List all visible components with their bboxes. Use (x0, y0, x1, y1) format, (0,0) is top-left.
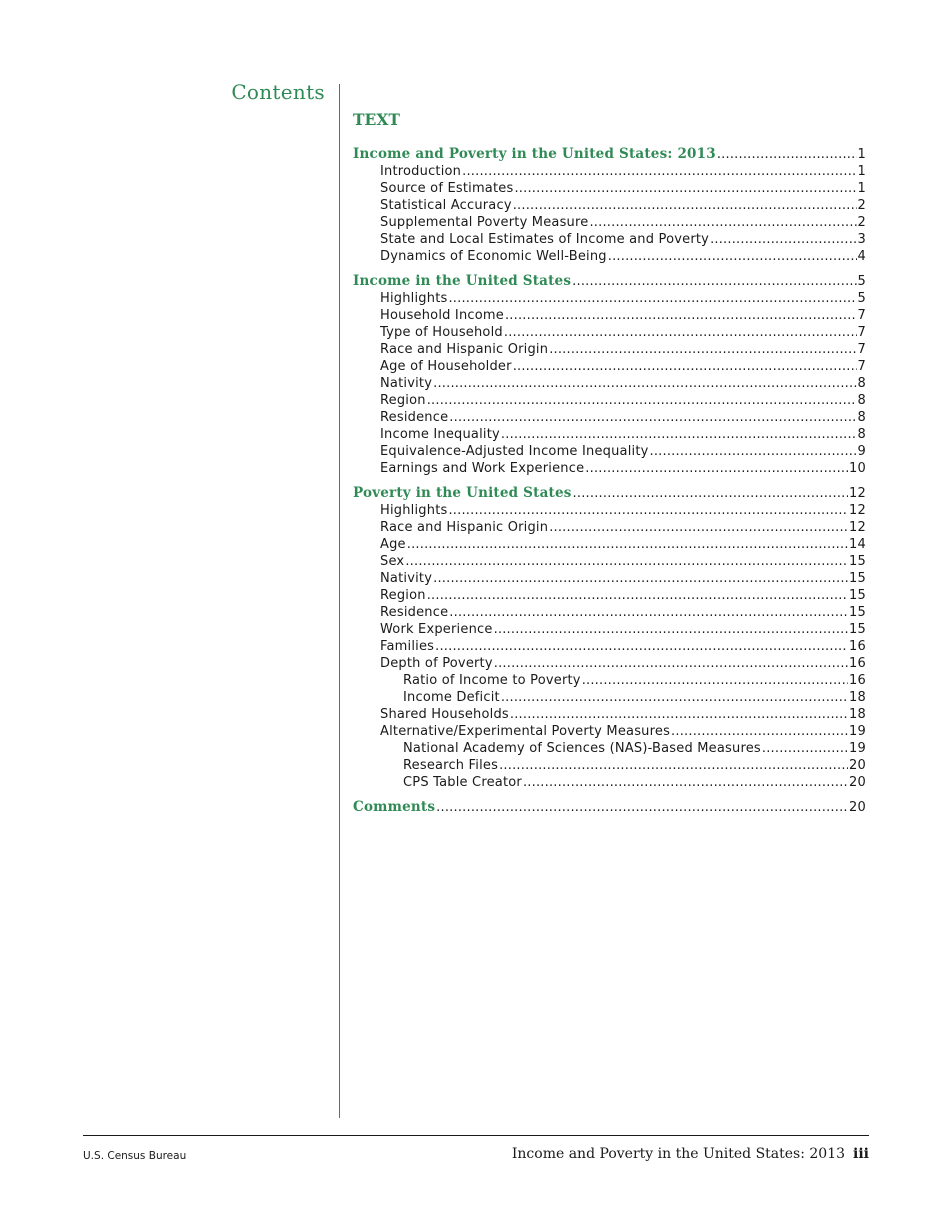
toc-entry[interactable] (353, 587, 866, 604)
toc-entry-page: 15 (849, 588, 866, 603)
toc-entry-page: 10 (849, 461, 866, 476)
toc-section (353, 485, 866, 791)
toc-entry[interactable] (353, 214, 866, 231)
toc-entry-label: Age (380, 537, 406, 552)
toc-entry[interactable] (353, 604, 866, 621)
dot-leader (514, 180, 856, 197)
toc-entry[interactable] (353, 740, 866, 757)
toc-entry-label: Nativity (380, 571, 433, 586)
dot-leader (671, 723, 848, 740)
toc-entry-label: Families (380, 639, 435, 654)
toc-entry[interactable] (353, 163, 866, 180)
toc-entry[interactable] (353, 341, 866, 358)
toc-entry-page: 3 (857, 232, 866, 247)
toc-entry-label: State and Local Estimates of Income and Poverty (380, 232, 710, 247)
toc-entry-label: Household Income (380, 308, 504, 323)
toc-section-heading-label: Income and Poverty in the United States: 2013 (353, 146, 716, 162)
contents-title: Contents (231, 80, 325, 104)
dot-leader (523, 774, 848, 791)
toc-entry-label: Race and Hispanic Origin (380, 342, 549, 357)
toc-section-heading-label: Income in the United States (353, 273, 572, 289)
toc-section-heading-page: 5 (857, 274, 866, 289)
dot-leader (494, 655, 848, 672)
toc-entry-label: Dynamics of Economic Well-Being (380, 249, 607, 264)
toc-entry-page: 8 (857, 427, 866, 442)
toc-entry[interactable] (353, 621, 866, 638)
toc-entry-label: Source of Estimates (380, 181, 514, 196)
toc-section (353, 146, 866, 265)
toc-entry-page: 14 (849, 537, 866, 552)
toc-entry[interactable] (353, 460, 866, 477)
toc-entry-label: Highlights (380, 503, 448, 518)
toc-entry[interactable] (353, 443, 866, 460)
dot-leader (549, 341, 856, 358)
dot-leader (499, 757, 848, 774)
dot-leader (717, 146, 857, 163)
toc-entry-page: 7 (857, 342, 866, 357)
toc-entry[interactable] (353, 655, 866, 672)
toc-entry-label: Supplemental Poverty Measure (380, 215, 589, 230)
toc-entry-page: 19 (849, 741, 866, 756)
toc-entry-label: Age of Householder (380, 359, 512, 374)
dot-leader (505, 307, 857, 324)
toc-entry-page: 9 (857, 444, 866, 459)
dot-leader (650, 443, 857, 460)
toc-entry-label: National Academy of Sciences (NAS)-Based Measures (403, 741, 761, 756)
toc-entry-label: Race and Hispanic Origin (380, 520, 549, 535)
toc-entry[interactable] (353, 519, 866, 536)
toc-section (353, 799, 866, 816)
toc-sections (353, 146, 866, 816)
dot-leader (427, 587, 848, 604)
toc-entry-page: 16 (849, 673, 866, 688)
toc-section-heading-page: 1 (857, 147, 866, 162)
dot-leader (582, 672, 848, 689)
toc-entry-page: 16 (849, 639, 866, 654)
dot-leader (435, 638, 848, 655)
toc-entry[interactable] (353, 426, 866, 443)
dot-leader (448, 290, 856, 307)
toc-entry-page: 12 (849, 520, 866, 535)
footer-agency: U.S. Census Bureau (83, 1150, 187, 1162)
toc-entry-page: 20 (849, 775, 866, 790)
toc-entry-label: Residence (380, 605, 449, 620)
toc-entry-label: Sex (380, 554, 405, 569)
toc-entry[interactable] (353, 672, 866, 689)
toc-entry[interactable] (353, 757, 866, 774)
toc-entry[interactable] (353, 774, 866, 791)
toc-entry-page: 15 (849, 605, 866, 620)
toc-entry-page: 18 (849, 707, 866, 722)
toc-entry-label: Income Deficit (403, 690, 500, 705)
footer-running-title (512, 1146, 869, 1162)
toc-entry-page: 19 (849, 724, 866, 739)
toc-heading: TEXT (353, 110, 400, 129)
dot-leader (510, 706, 848, 723)
toc-entry[interactable] (353, 536, 866, 553)
dot-leader (513, 197, 857, 214)
toc-entry-label: Equivalence-Adjusted Income Inequality (380, 444, 649, 459)
toc-entry-page: 1 (857, 164, 866, 179)
toc-section-heading-label: Poverty in the United States (353, 485, 572, 501)
toc-entry-page: 7 (857, 359, 866, 374)
toc-entry[interactable] (353, 307, 866, 324)
toc-entry-page: 4 (857, 249, 866, 264)
dot-leader (494, 621, 848, 638)
toc-section-heading-label: Comments (353, 799, 436, 815)
toc-section-heading[interactable] (353, 273, 866, 290)
dot-leader (436, 799, 848, 816)
dot-leader (608, 248, 857, 265)
toc-entry-page: 12 (849, 503, 866, 518)
toc-entry[interactable] (353, 392, 866, 409)
toc-entry[interactable] (353, 723, 866, 740)
dot-leader (504, 324, 857, 341)
toc-section-heading[interactable] (353, 146, 866, 163)
toc-section (353, 273, 866, 477)
toc-section-heading[interactable] (353, 799, 866, 816)
toc-entry[interactable] (353, 689, 866, 706)
toc-entry[interactable] (353, 197, 866, 214)
dot-leader (589, 214, 856, 231)
toc-entry[interactable] (353, 231, 866, 248)
toc-entry[interactable] (353, 290, 866, 307)
toc-entry-label: Work Experience (380, 622, 493, 637)
dot-leader (573, 485, 849, 502)
toc-entry-page: 7 (857, 308, 866, 323)
dot-leader (513, 358, 857, 375)
toc-section-heading-page: 12 (849, 486, 866, 501)
toc-entry-page: 20 (849, 758, 866, 773)
toc-entry-page: 15 (849, 571, 866, 586)
footer-page-number: iii (853, 1146, 869, 1162)
toc-entry[interactable] (353, 375, 866, 392)
dot-leader (433, 570, 848, 587)
toc-entry[interactable] (353, 180, 866, 197)
dot-leader (407, 536, 848, 553)
toc-entry-label: Ratio of Income to Poverty (403, 673, 581, 688)
toc-entry[interactable] (353, 502, 866, 519)
toc-entry[interactable] (353, 570, 866, 587)
toc-entry-label: Shared Households (380, 707, 509, 722)
toc-entry[interactable] (353, 324, 866, 341)
dot-leader (449, 604, 848, 621)
footer-rule (83, 1135, 869, 1136)
dot-leader (433, 375, 856, 392)
toc-entry-page: 5 (857, 291, 866, 306)
toc-entry-label: Income Inequality (380, 427, 500, 442)
dot-leader (585, 460, 848, 477)
toc-entry-page: 15 (849, 622, 866, 637)
toc-entry[interactable] (353, 409, 866, 426)
toc-entry-label: Earnings and Work Experience (380, 461, 585, 476)
toc-entry-label: Region (380, 588, 426, 603)
toc-entry-label: Alternative/Experimental Poverty Measures (380, 724, 671, 739)
toc-section-heading-page: 20 (849, 800, 866, 815)
toc-entry-label: Type of Household (380, 325, 503, 340)
table-of-contents (353, 110, 866, 824)
dot-leader (448, 502, 848, 519)
dot-leader (462, 163, 856, 180)
toc-section-heading[interactable] (353, 485, 866, 502)
dot-leader (572, 273, 856, 290)
dot-leader (501, 689, 848, 706)
toc-entry-page: 18 (849, 690, 866, 705)
toc-entry-page: 8 (857, 376, 866, 391)
toc-entry[interactable] (353, 553, 866, 570)
toc-entry-label: Residence (380, 410, 449, 425)
toc-entry-label: Nativity (380, 376, 433, 391)
toc-entry-label: Highlights (380, 291, 448, 306)
toc-entry-label: Statistical Accuracy (380, 198, 512, 213)
toc-entry-label: Introduction (380, 164, 462, 179)
toc-entry[interactable] (353, 638, 866, 655)
toc-entry-page: 16 (849, 656, 866, 671)
footer-title: Income and Poverty in the United States: 2013 (511, 1146, 846, 1162)
toc-entry-page: 8 (857, 410, 866, 425)
toc-entry-label: CPS Table Creator (403, 775, 522, 790)
dot-leader (405, 553, 848, 570)
toc-entry-page: 2 (857, 198, 866, 213)
toc-entry[interactable] (353, 248, 866, 265)
toc-entry[interactable] (353, 358, 866, 375)
dot-leader (710, 231, 856, 248)
dot-leader (501, 426, 857, 443)
toc-entry-page: 1 (857, 181, 866, 196)
vertical-divider (339, 84, 340, 1118)
toc-entry-page: 15 (849, 554, 866, 569)
dot-leader (762, 740, 848, 757)
toc-entry-label: Research Files (403, 758, 499, 773)
dot-leader (449, 409, 856, 426)
toc-entry-label: Depth of Poverty (380, 656, 493, 671)
toc-entry-page: 2 (857, 215, 866, 230)
toc-entry[interactable] (353, 706, 866, 723)
toc-entry-page: 8 (857, 393, 866, 408)
toc-entry-label: Region (380, 393, 426, 408)
toc-entry-page: 7 (857, 325, 866, 340)
dot-leader (549, 519, 848, 536)
dot-leader (427, 392, 857, 409)
